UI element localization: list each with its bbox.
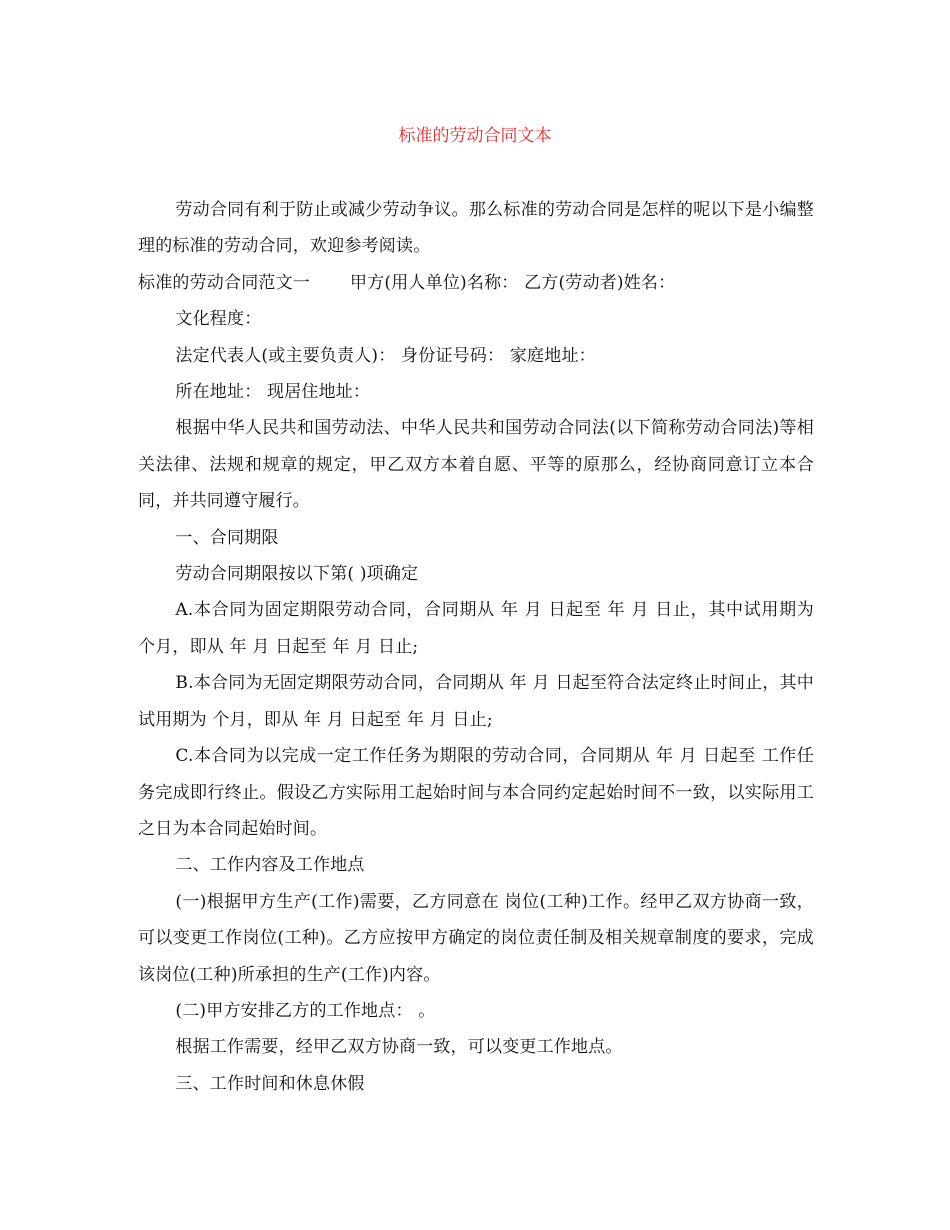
section-2-item-3: 根据工作需要，经甲乙双方协商一致，可以变更工作地点。 [175,1037,623,1058]
section-3-title: 三、工作时间和休息休假 [175,1073,365,1094]
sample-heading: 标准的劳动合同范文一 [138,272,310,293]
document-title: 标准的劳动合同文本 [398,126,552,146]
section-1-option-b: B.本合同为无固定期限劳动合同，合同期从 年 月 日起至符合法定终止时间止，其中试用期为 个月，即从 年 月 日起至 年 月 日止; [138,673,814,730]
preamble-paragraph: 根据中华人民共和国劳动法、中华人民共和国劳动合同法(以下简称劳动合同法)等相关法律、法规和规章的规定，甲乙双方本着自愿、平等的原那么，经协商同意订立本合同，并共同遵守履行。 [138,418,814,512]
representative-field: 法定代表人(或主要负责人)： 身份证号码： 家庭地址： [175,345,596,366]
section-1-option-a: A.本合同为固定期限劳动合同，合同期从 年 月 日起至 年 月 日止，其中试用期为 个月，即从 年 月 日起至 年 月 日止; [138,600,814,657]
education-field: 文化程度： [175,309,262,330]
intro-paragraph: 劳动合同有利于防止或减少劳动争议。那么标准的劳动合同是怎样的呢以下是小编整理的标准的劳动合同，欢迎参考阅读。 [138,200,814,257]
section-2-item-1: (一)根据甲方生产(工作)需要，乙方同意在 岗位(工种)工作。经甲乙双方协商一致，可以变更工作岗位(工种)。乙方应按甲方确定的岗位责任制及相关规章制度的要求，完成该岗位(工种)所承担的生产(工作)内容。 [138,891,814,985]
section-2-title: 二、工作内容及工作地点 [175,855,365,876]
section-1-option-c: C.本合同为以完成一定工作任务为期限的劳动合同，合同期从 年 月 日起至 工作任务完成即行终止。假设乙方实际用工起始时间与本合同约定起始时间不一致，以实际用工之日为本合同起始时间。 [138,746,814,839]
party-line: 甲方(用人单位)名称： 乙方(劳动者)姓名： [350,272,676,293]
address-field: 所在地址： 现居住地址： [175,382,371,403]
document-body [138,192,814,1102]
section-1-intro: 劳动合同期限按以下第( )项确定 [175,564,419,585]
section-1-title: 一、合同期限 [175,527,279,548]
section-2-item-2: (二)甲方安排乙方的工作地点： 。 [175,1000,436,1021]
sample-heading-line [138,265,814,301]
